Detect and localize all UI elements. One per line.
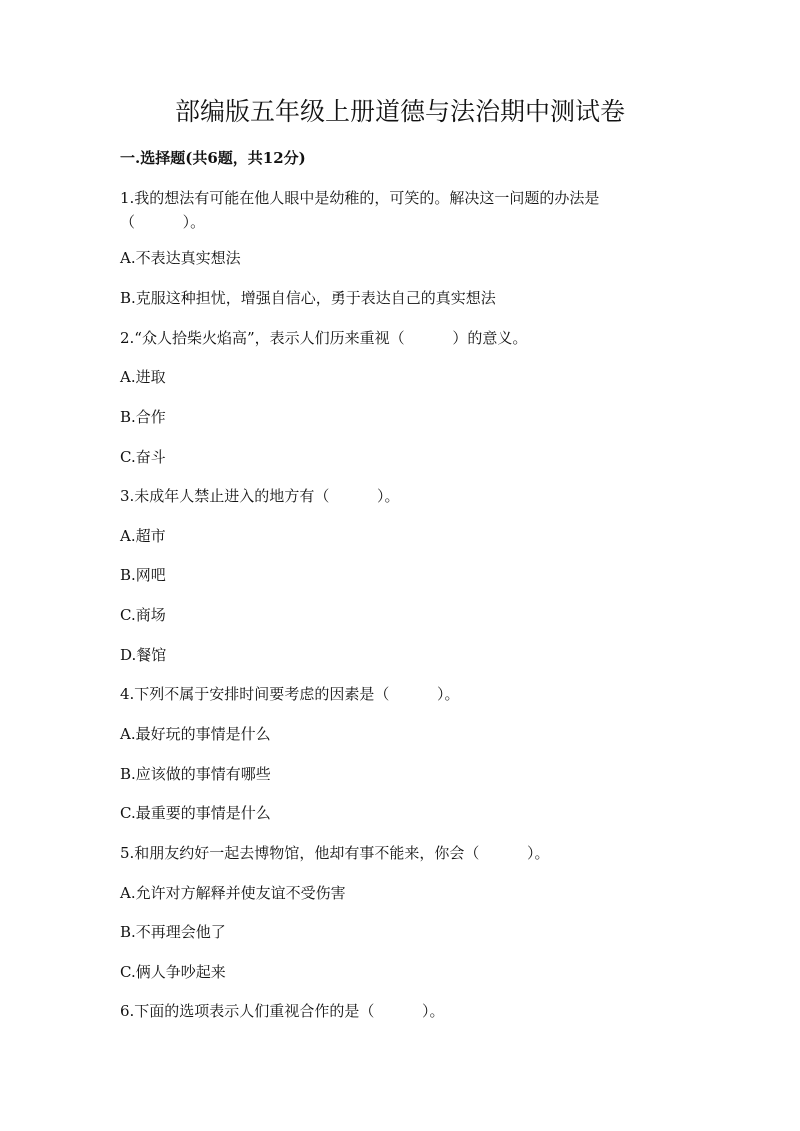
question-3-option-d: D.餐馆: [120, 646, 167, 664]
question-3-stem: 3.未成年人禁止进入的地方有（ ）。: [120, 487, 400, 505]
question-5-stem: 5.和朋友约好一起去博物馆，他却有事不能来，你会（ ）。: [120, 844, 550, 862]
question-2-stem: 2.“众人拾柴火焰高”，表示人们历来重视（ ）的意义。: [120, 329, 528, 347]
question-4-option-c: C.最重要的事情是什么: [120, 804, 271, 822]
question-2-option-a: A.进取: [120, 368, 166, 386]
question-3-option-b: B.网吧: [120, 566, 166, 584]
question-1-stem-continued: （ ）。: [120, 213, 206, 231]
question-6-stem: 6.下面的选项表示人们重视合作的是（ ）。: [120, 1002, 445, 1020]
question-1-stem: 1.我的想法有可能在他人眼中是幼稚的，可笑的。解决这一问题的办法是: [120, 189, 600, 207]
question-4-option-a: A.最好玩的事情是什么: [120, 725, 271, 743]
question-2-option-c: C.奋斗: [120, 448, 166, 466]
question-1-option-b: B.克服这种担忧，增强自信心，勇于表达自己的真实想法: [120, 289, 496, 307]
question-1-option-a: A.不表达真实想法: [120, 249, 241, 267]
question-3-option-a: A.超市: [120, 527, 166, 545]
question-3-option-c: C.商场: [120, 606, 166, 624]
question-4-option-b: B.应该做的事情有哪些: [120, 765, 271, 783]
question-5-option-a: A.允许对方解释并使友谊不受伤害: [120, 884, 346, 902]
section-heading: 一.选择题(共6题，共12分): [120, 149, 306, 167]
question-2-option-b: B.合作: [120, 408, 166, 426]
question-5-option-c: C.俩人争吵起来: [120, 963, 226, 981]
question-4-stem: 4.下列不属于安排时间要考虑的因素是（ ）。: [120, 685, 460, 703]
page-title: 部编版五年级上册道德与法治期中测试卷: [174, 97, 625, 126]
question-5-option-b: B.不再理会他了: [120, 923, 226, 941]
